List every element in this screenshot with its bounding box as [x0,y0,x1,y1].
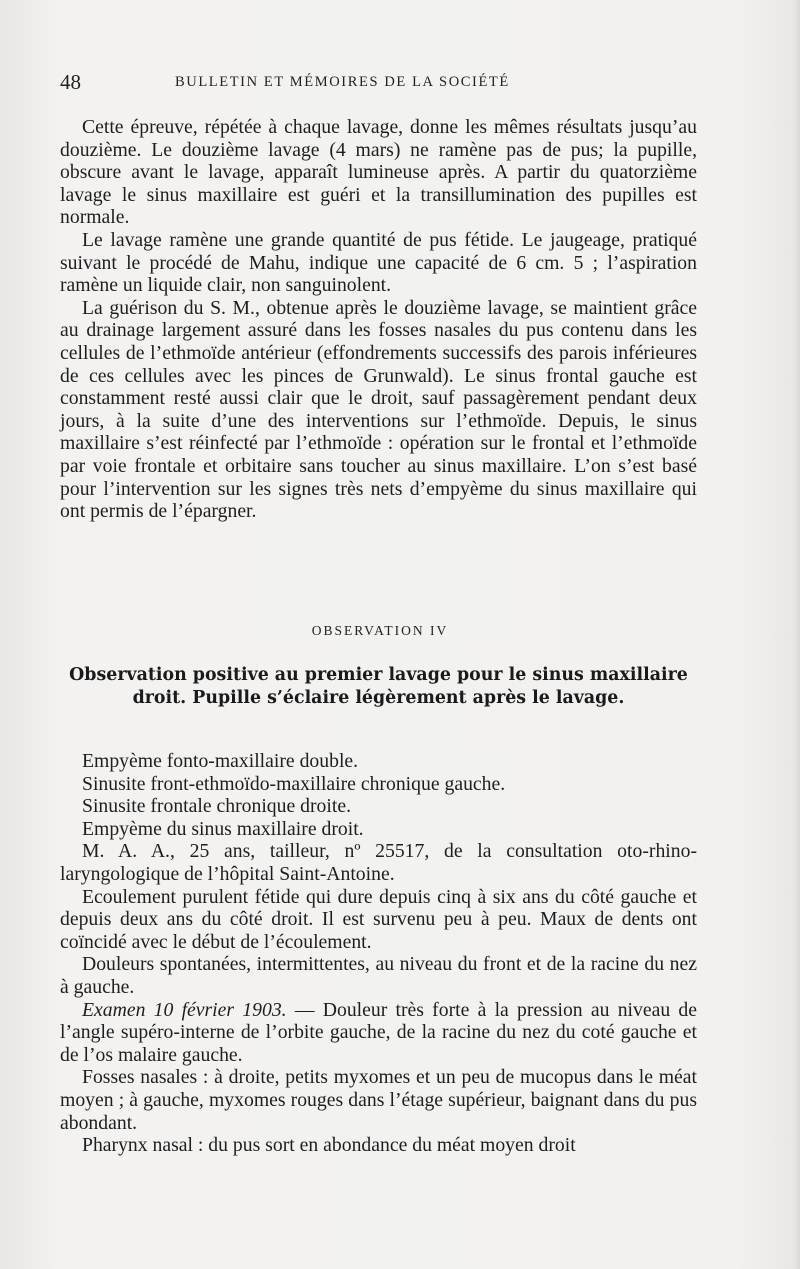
observation-title: Observation positive au premier lavage pour le sinus maxillaire droit. Pupille s’éclaire légèrement après le lavage. [69,665,688,708]
diagnosis-line: Sinusite frontale chronique droite. [82,795,351,818]
paragraph: Pharynx nasal : du pus sort en abondance du méat moyen droit [82,1134,576,1157]
diagnosis-line: Sinusite front-ethmoïdo-maxillaire chronique gauche. [82,772,506,795]
body-text-top [60,116,697,523]
observation-label: OBSERVATION IV [311,623,449,638]
paragraph: La guérison du S. M., obtenue après le douzième lavage, se maintient grâce au drainage largement assuré dans les fosses nasales du pus contenu dans les cellules de l’ethmoïde antérieur (effondrements successifs des parois inférieures de ces cellules avec les pinces de Grunwald). Le sinus frontal gauche est constamment resté aussi clair que le droit, sauf passagèrement pendant deux jours, à la suite d’une des interventions sur l’ethmoïde. Depuis, le sinus maxillaire s’est réinfecté par l’ethmoïde : opération sur le frontal et l’ethmoïde par voie frontale et orbitaire sans toucher au sinus maxillaire. L’on s’est basé pour l’intervention sur les signes très nets d’empyème du sinus maxillaire qui ont permis de l’épargner. [60,296,697,523]
exam-paragraph [60,999,697,1067]
body-text-bottom [60,750,697,1157]
page-header [60,70,700,100]
diagnosis-line: Empyème du sinus maxillaire droit. [82,817,364,840]
paragraph: Cette épreuve, répétée à chaque lavage, donne les mêmes résultats jusqu’au douzième. Le douzième lavage (4 mars) ne ramène pas de pus; la pupille, obscure avant le lavage, apparaît lumineuse après. A partir du quatorzième lavage le sinus maxillaire est guéri et la transillumination des pupilles est normale. [60,116,697,229]
exam-date: Examen 10 février 1903. [82,998,287,1021]
diagnosis-line: Empyème fonto-maxillaire double. [82,750,359,772]
page-edge-shadow [794,0,800,1269]
paragraph: Ecoulement purulent fétide qui dure depuis cinq à six ans du côté gauche et depuis deux ans du côté droit. Il est survenu peu à peu. Maux de dents ont coïncidé avec le début de l’écoulement. [60,885,697,953]
paragraph: Le lavage ramène une grande quantité de pus fétide. Le jaugeage, pratiqué suivant le procédé de Mahu, indique une capacité de 6 cm. 5 ; l’aspiration ramène un liquide clair, non sanguinolent. [60,228,697,297]
exam-text: — Douleur très forte à la pression au niveau de l’angle supéro-interne de l’orbite gauche, de la racine du nez du coté gauche et de l’os malaire gauche. [60,998,697,1066]
paragraph: M. A. A., 25 ans, tailleur, nº 25517, de la consultation oto-rhino-laryngologique de l’hôpital Saint-Antoine. [60,840,697,885]
running-title: BULLETIN ET MÉMOIRES DE LA SOCIÉTÉ [175,74,510,90]
paragraph: Fosses nasales : à droite, petits myxomes et un peu de mucopus dans le méat moyen ; à gauche, myxomes rouges dans l’étage supérieur, baignant dans du pus abondant. [60,1066,697,1134]
page-number: 48 [60,70,81,94]
paragraph: Douleurs spontanées, intermittentes, au niveau du front et de la racine du nez à gauche. [60,953,697,998]
